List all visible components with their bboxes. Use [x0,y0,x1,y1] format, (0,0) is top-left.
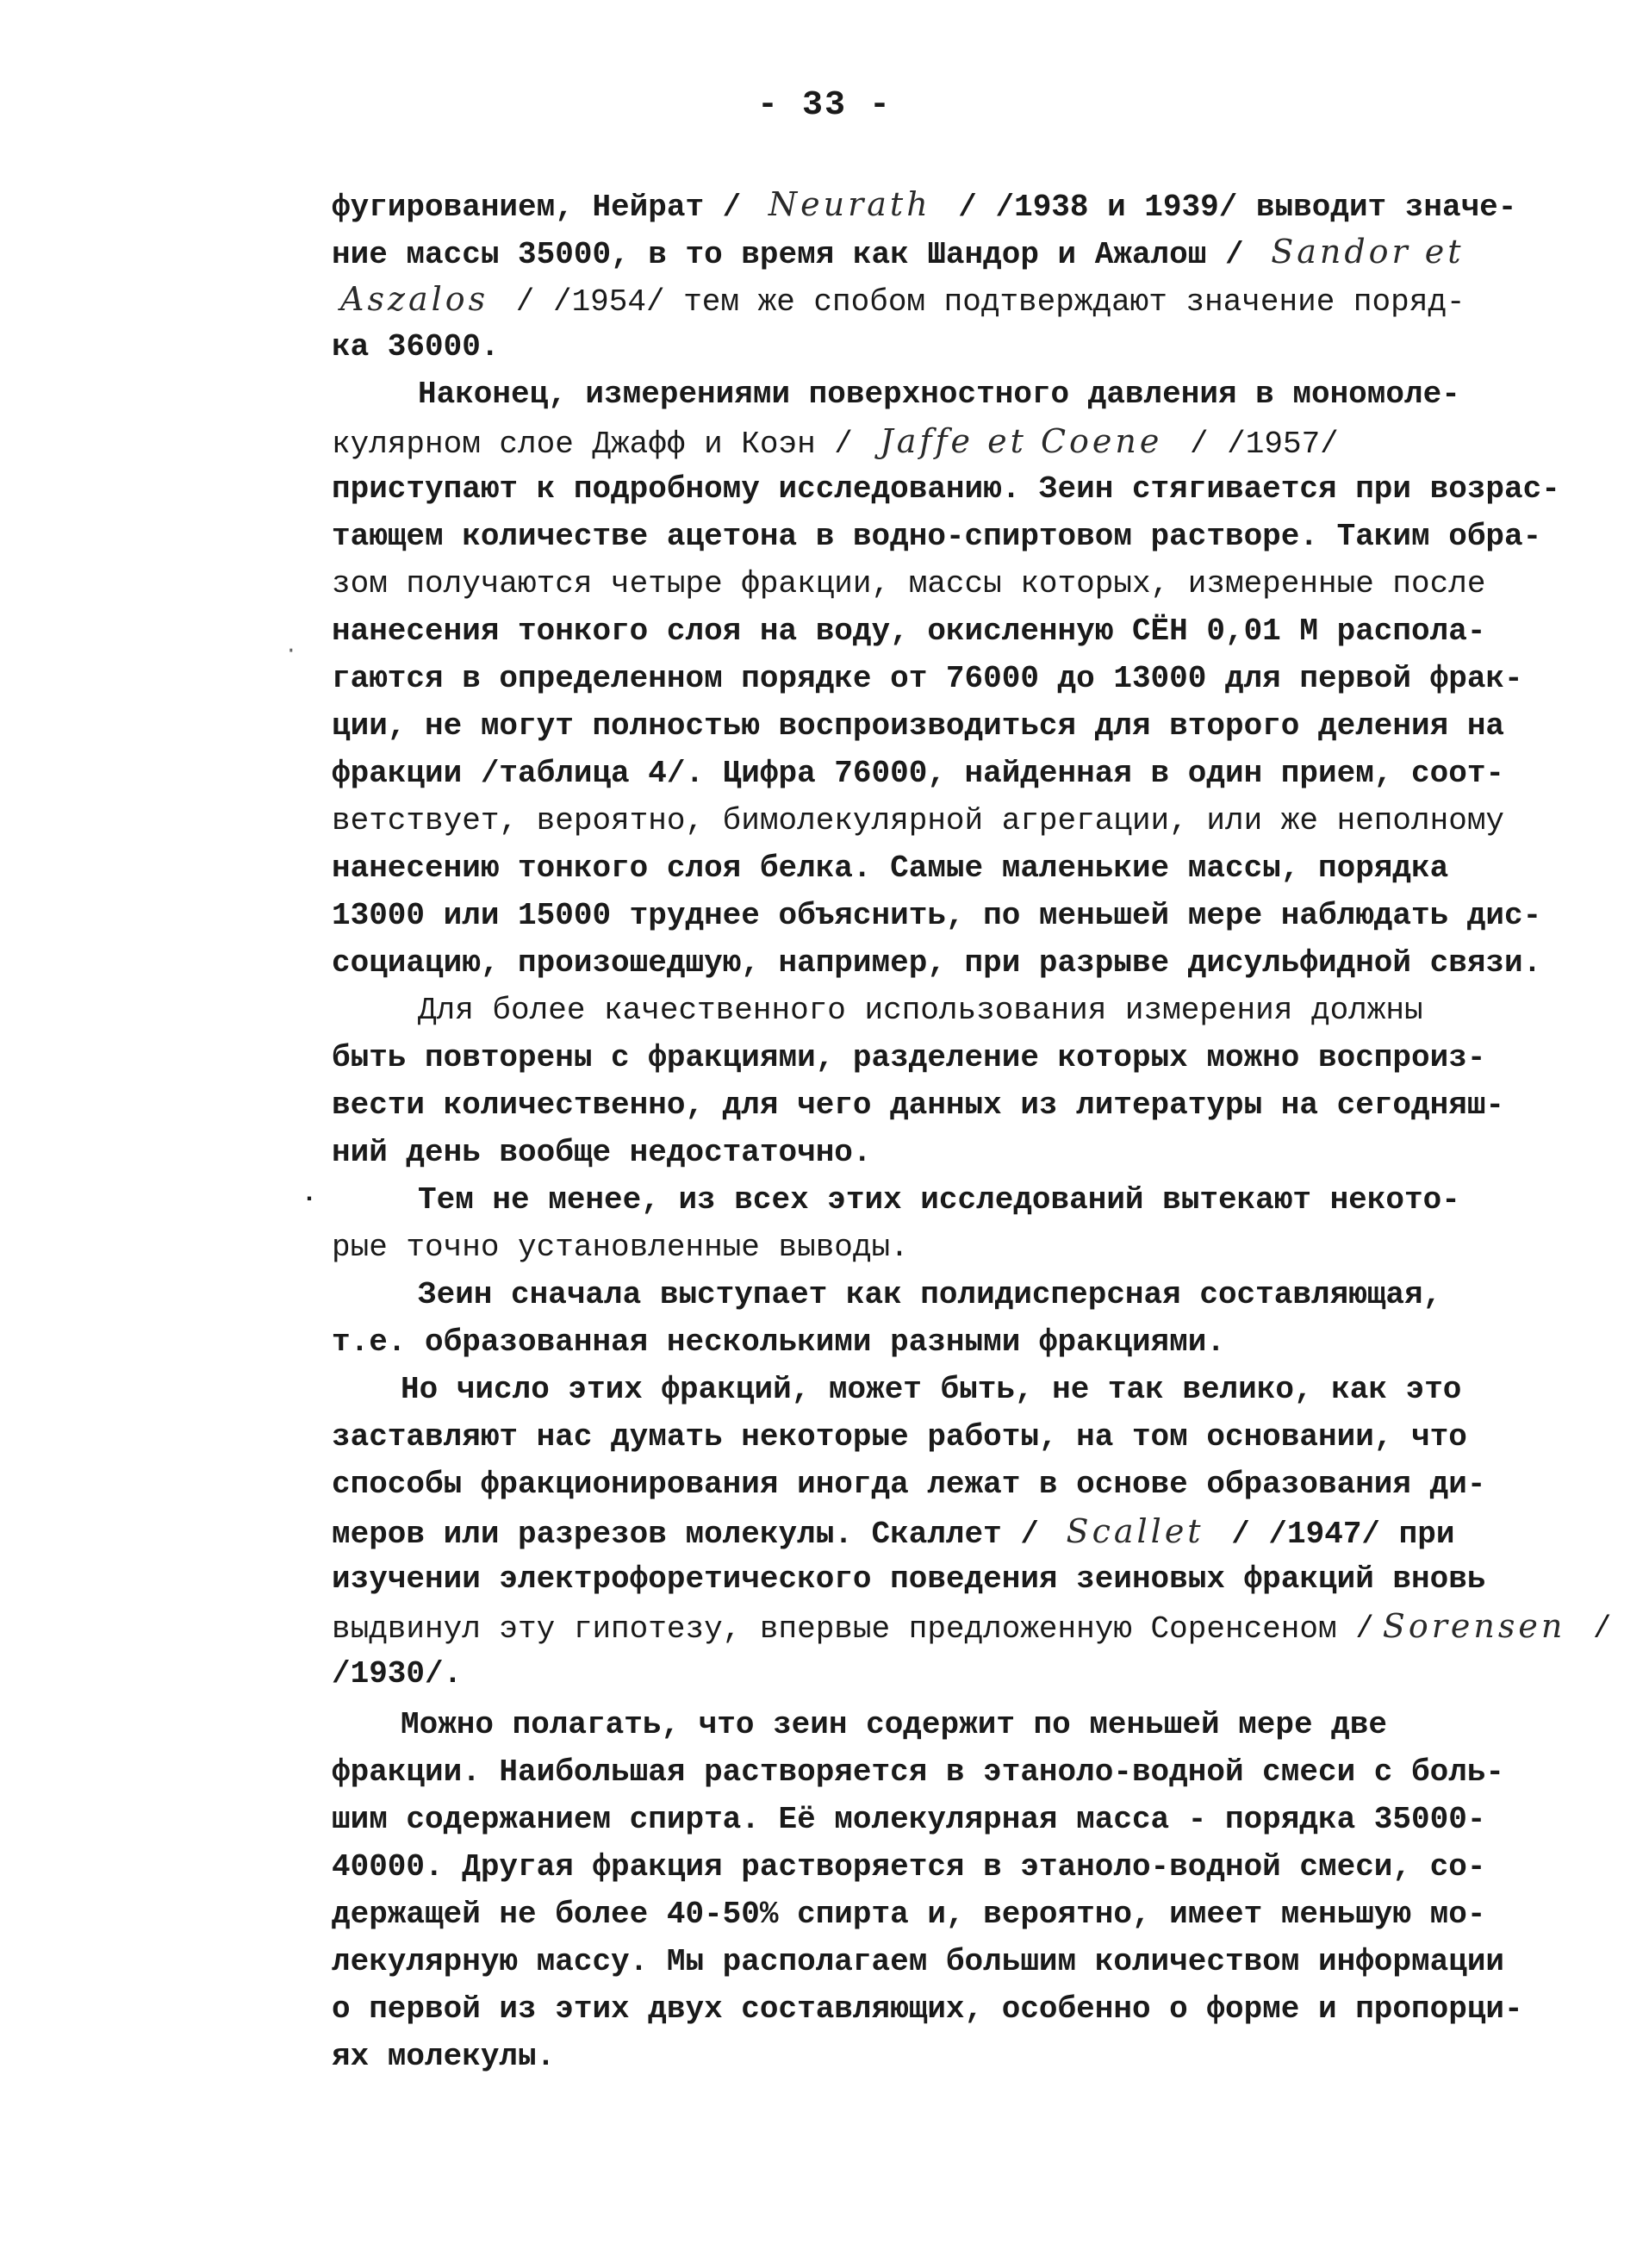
handwritten-name: Sorensen [1382,1607,1566,1645]
text-segment: т.е. образованная несколькими разными фракциями. [332,1324,1225,1360]
text-line [332,608,1590,655]
text-line [332,1508,1590,1555]
text-line [332,1843,1590,1891]
text-segment: ний день вообще недостаточно. [332,1135,872,1170]
text-segment: выдвинул эту гипотезу, впервые предложенную Соренсеном / [332,1611,1374,1647]
text-segment: зом получаются четыре фракции, массы которых, измеренные после [332,566,1486,601]
text-line [332,1891,1590,1938]
text-segment: лекулярную массу. Мы располагаем большим количеством информации [332,1944,1505,1979]
text-line [332,465,1590,513]
body-text [332,181,1612,2080]
text-segment: приступают к подробному исследованию. Зеин стягивается при возрас- [332,471,1560,507]
text-line [332,892,1590,939]
text-line [332,418,1590,465]
text-line [332,323,1590,371]
text-segment: гаются в определенном порядке от 76000 до 13000 для первой фрак- [332,661,1523,696]
text-segment: меров или разрезов молекулы. Скаллет / [332,1517,1058,1552]
text-line [332,2033,1590,2080]
handwritten-name: Neurath [768,185,931,223]
text-line [332,750,1590,797]
text-line [332,1555,1590,1603]
text-segment: изучении электрофоретического поведения зеиновых фракций вновь [332,1561,1486,1597]
text-segment: фракции. Наибольшая растворяется в этаноло-водной смеси с боль- [332,1754,1505,1790]
text-segment: ях молекулы. [332,2039,556,2074]
text-line [332,1129,1590,1176]
text-segment: о первой из этих двух составляющих, особенно о форме и пропорци- [332,1991,1523,2027]
text-line [332,939,1590,987]
text-line [332,181,1590,228]
text-line [332,513,1590,560]
text-line [332,371,1590,418]
text-segment: /1930/. [332,1656,463,1692]
text-line [332,1938,1590,1985]
text-line [332,702,1590,750]
text-segment: / /1938 и 1939/ выводит значе- [939,190,1517,225]
text-line [332,1366,1590,1413]
text-segment: / [1574,1611,1612,1647]
text-segment: / /1947/ при [1212,1517,1455,1552]
text-segment: ции, не могут полностью воспроизводиться для второго деления на [332,708,1505,744]
text-segment: Зеин сначала выступает как полидисперсная составляющая, [418,1277,1442,1312]
text-line [332,1413,1590,1461]
text-segment: нанесению тонкого слоя белка. Самые маленькие массы, порядка [332,850,1449,886]
text-segment: социацию, произошедшую, например, при разрыве дисульфидной связи. [332,945,1542,981]
text-segment: рые точно установленные выводы. [332,1230,909,1265]
text-line [332,1796,1590,1843]
text-line [332,560,1590,608]
handwritten-name: Jaffe et Coene [880,422,1163,460]
text-segment: / /1954/ тем же спобом подтверждают значение поряд- [497,284,1465,320]
text-segment: Но число этих фракций, может быть, не так велико, как это [401,1372,1462,1407]
text-line [332,1034,1590,1081]
text-segment: фугированием, Нейрат / [332,190,760,225]
margin-dot: · [302,1185,318,1214]
text-line [332,1224,1590,1271]
text-segment: шим содержанием спирта. Её молекулярная масса - порядка 35000- [332,1802,1486,1837]
text-line [332,844,1590,892]
text-segment: ние массы 35000, в то время как Шандор и Ажалош / [332,237,1263,272]
text-line [332,1701,1590,1748]
text-segment: способы фракционирования иногда лежат в основе образования ди- [332,1467,1486,1502]
text-line [332,1176,1590,1224]
text-segment: Тем не менее, из всех этих исследований вытекают некото- [418,1182,1460,1218]
text-line [332,1461,1590,1508]
text-segment: вести количественно, для чего данных из литературы на сегодняш- [332,1087,1505,1123]
text-line [332,1271,1590,1318]
handwritten-name: Sandor et [1271,233,1465,271]
text-segment: Для более качественного использования измерения должны [418,993,1423,1028]
text-segment: / /1957/ [1171,427,1339,462]
text-segment: заставляют нас думать некоторые работы, на том основании, что [332,1419,1467,1455]
handwritten-name: Aszalos [340,280,489,318]
text-line [332,1650,1590,1698]
text-line [332,1081,1590,1129]
text-segment: 40000. Другая фракция растворяется в этаноло-водной смеси, со- [332,1849,1486,1885]
text-line [332,1603,1612,1650]
text-line [332,276,1590,323]
text-segment: держащей не более 40-50% спирта и, вероятно, имеет меньшую мо- [332,1897,1486,1932]
margin-mark: · [284,638,298,664]
text-segment: быть повторены с фракциями, разделение которых можно воспроиз- [332,1040,1486,1075]
text-segment: ветствует, вероятно, бимолекулярной агрегации, или же неполному [332,803,1505,838]
text-line [332,1985,1590,2033]
text-line [332,1748,1590,1796]
text-line [332,797,1590,844]
text-segment: кулярном слое Джафф и Коэн / [332,427,872,462]
text-segment: Наконец, измерениями поверхностного давления в мономоле- [418,377,1460,412]
text-line [332,987,1590,1034]
text-segment: фракции /таблица 4/. Цифра 76000, найденная в один прием, соот- [332,756,1505,791]
text-segment: нанесения тонкого слоя на воду, окисленную СЁН 0,01 М распола- [332,614,1486,649]
text-segment: Можно полагать, что зеин содержит по меньшей мере две [401,1707,1387,1742]
handwritten-name: Scallet [1066,1512,1204,1550]
text-segment: 13000 или 15000 труднее объяснить, по меньшей мере наблюдать дис- [332,898,1542,933]
text-line [332,1318,1590,1366]
text-segment: ка 36000. [332,329,500,364]
page-number: - 33 - [756,86,893,125]
text-segment: тающем количестве ацетона в водно-спиртовом растворе. Таким обра- [332,519,1542,554]
text-line [332,655,1590,702]
text-line [332,228,1590,276]
